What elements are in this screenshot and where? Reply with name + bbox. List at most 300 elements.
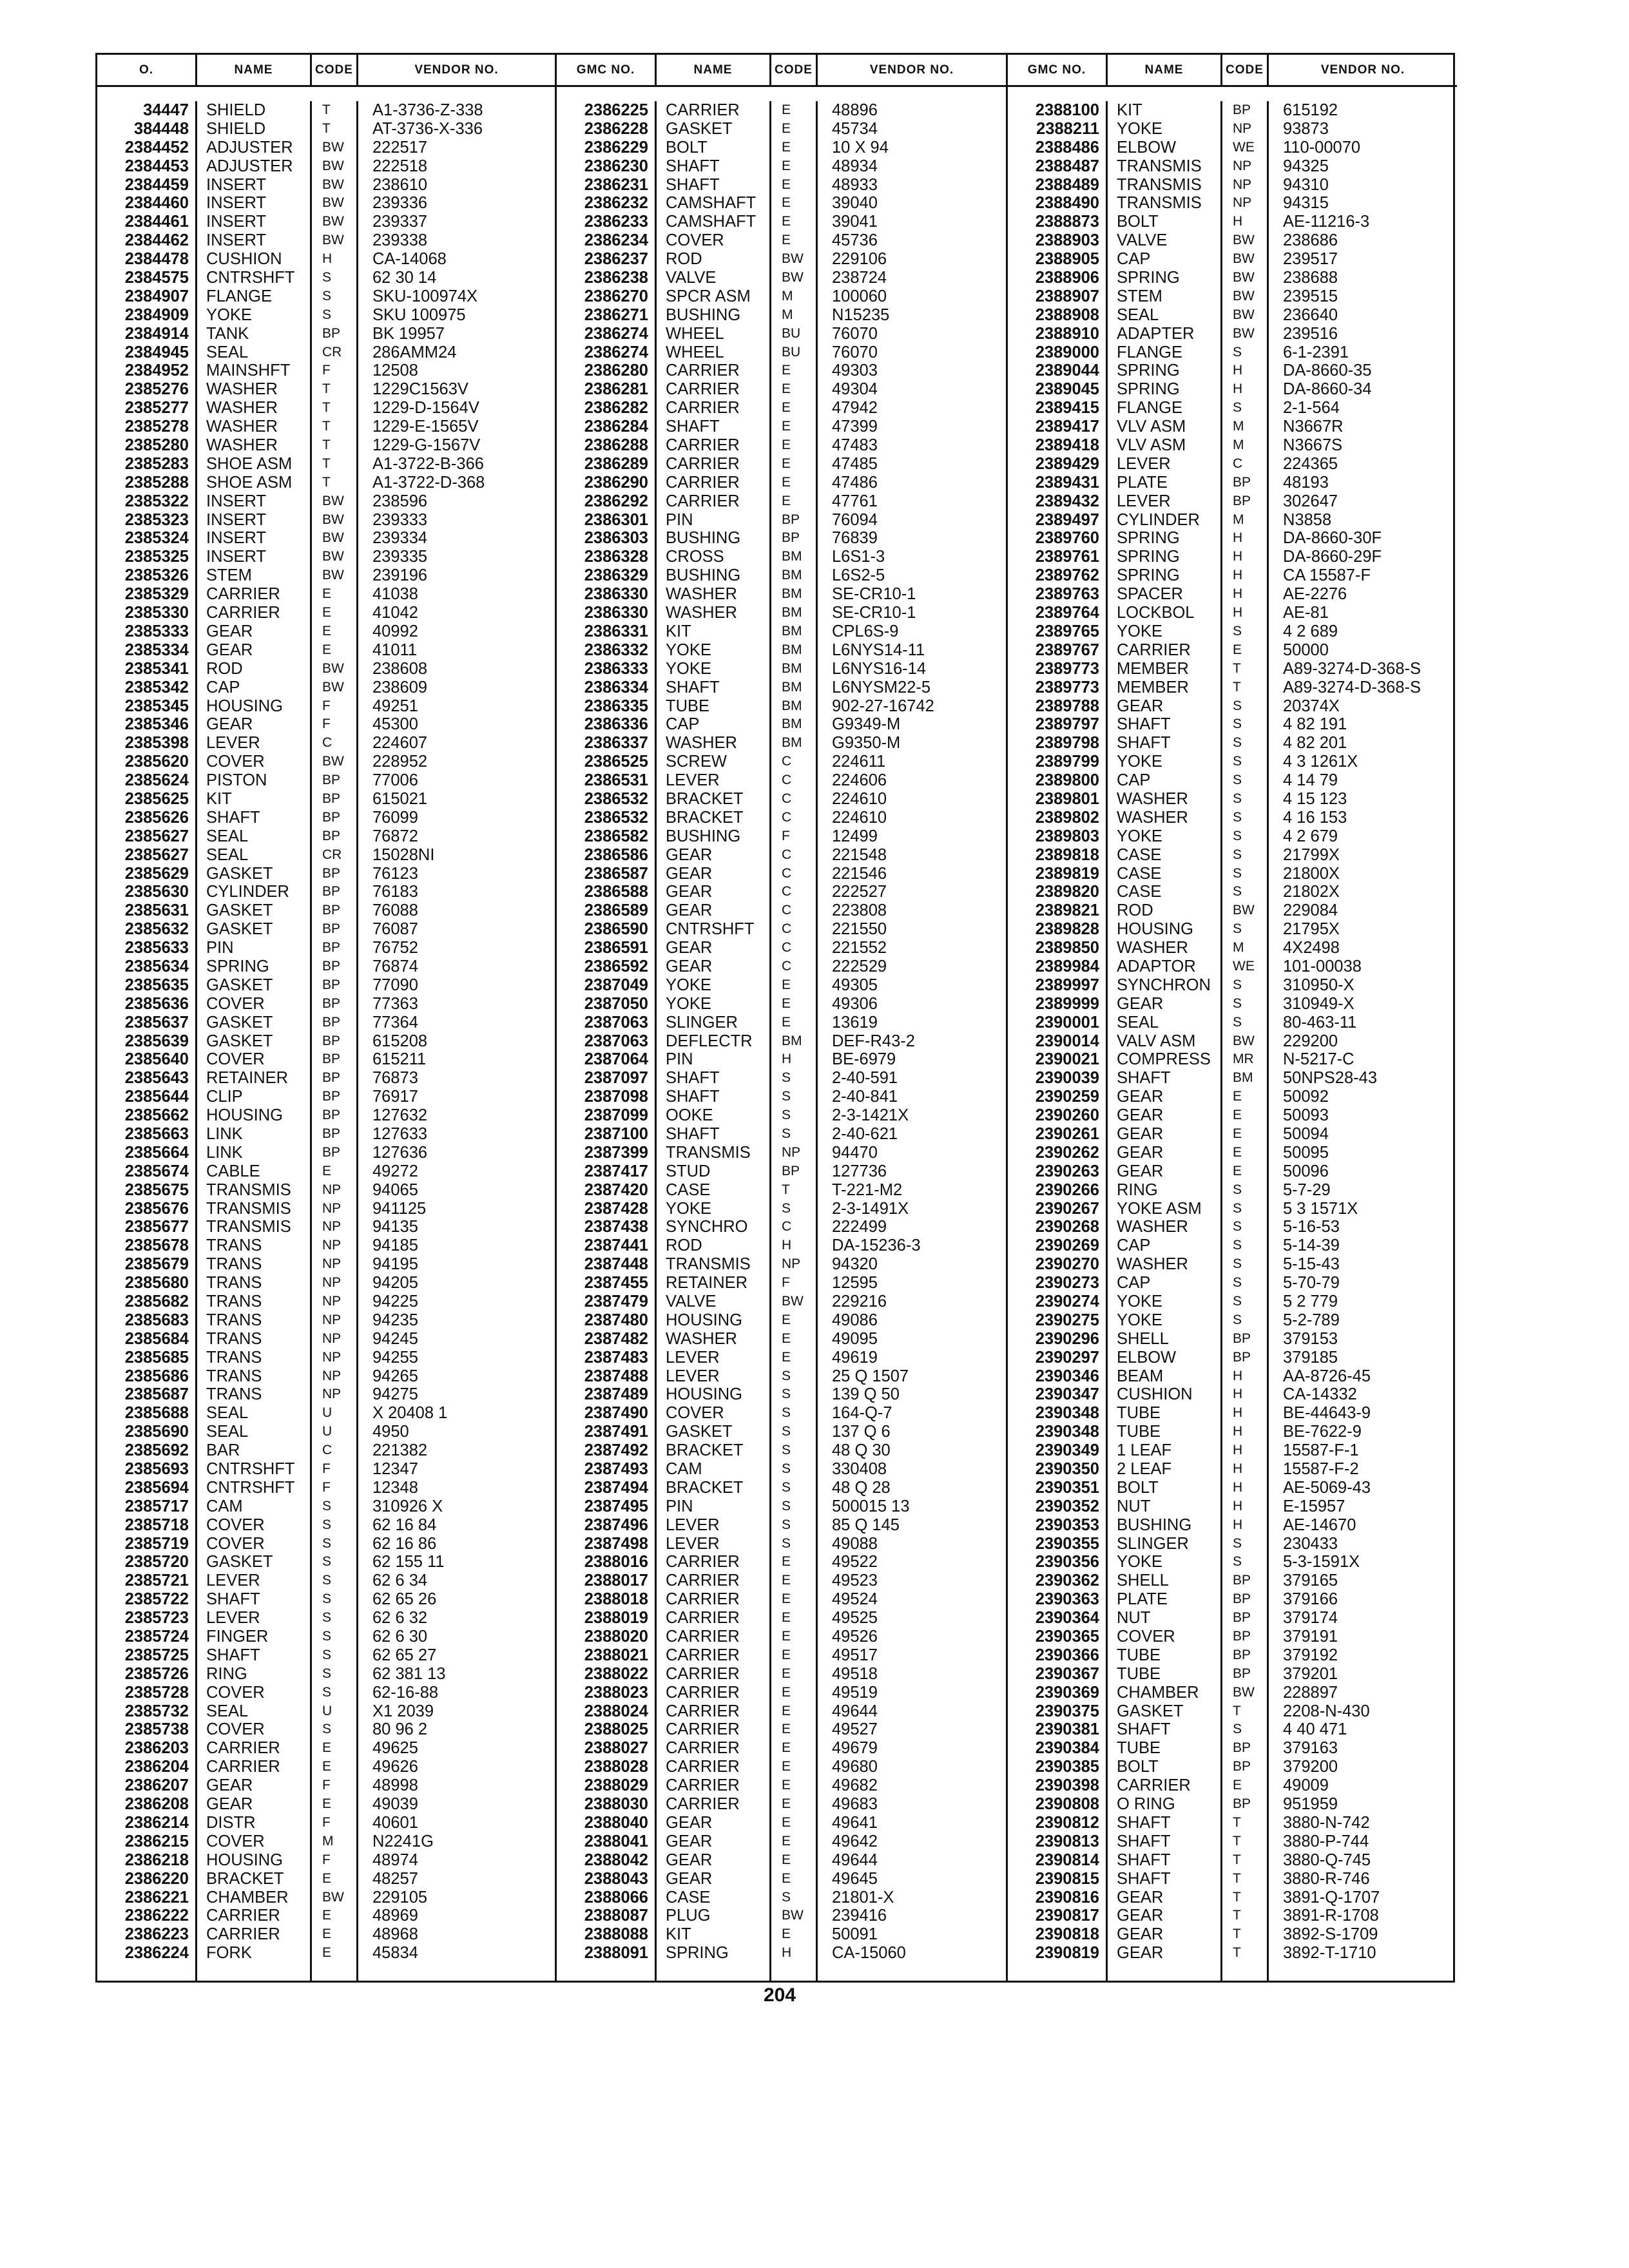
gmc-number: 2390812: [1035, 1813, 1099, 1832]
gmc-number: 2385333: [124, 622, 189, 640]
vendor-code: S: [1233, 1275, 1242, 1291]
part-name: MAINSHFT: [206, 361, 291, 380]
part-name: TRANS: [206, 1236, 262, 1255]
vendor-number: 951959: [1283, 1795, 1338, 1814]
part-name: SHAFT: [206, 808, 260, 827]
vendor-number: CPL6S-9: [832, 622, 899, 640]
vendor-code: E: [782, 1852, 791, 1867]
vendor-code: H: [1233, 1405, 1243, 1421]
vendor-number: SKU 100975: [372, 305, 466, 324]
vendor-number: 80-463-11: [1283, 1013, 1357, 1032]
gmc-number: 2390262: [1035, 1143, 1099, 1162]
vendor-code: BM: [782, 623, 802, 639]
vendor-number: L6NYS14-11: [832, 640, 925, 659]
part-name: LINK: [206, 1124, 243, 1143]
vendor-code: T: [1233, 660, 1241, 676]
part-name: SHIELD: [206, 119, 266, 138]
gmc-number: 2387496: [584, 1515, 648, 1534]
vendor-code: E: [782, 177, 791, 192]
vendor-code: NP: [322, 1331, 342, 1346]
vendor-number: 49088: [832, 1534, 878, 1553]
vendor-code: WE: [1233, 958, 1255, 974]
part-name: YOKE: [666, 975, 711, 994]
vendor-number: 5-3-1591X: [1283, 1553, 1360, 1571]
vendor-code: S: [322, 1684, 332, 1700]
part-name: CAM: [206, 1497, 243, 1515]
gmc-number: 2387488: [584, 1367, 648, 1385]
vendor-code: E: [322, 1927, 332, 1942]
vendor-code: BM: [782, 568, 802, 583]
vendor-number: 76087: [372, 920, 418, 939]
vendor-number: 4 82 201: [1283, 734, 1347, 753]
vendor-number: 48998: [372, 1776, 418, 1795]
gmc-number: 2385676: [124, 1199, 189, 1218]
vendor-code: BW: [322, 679, 344, 695]
vendor-code: BW: [782, 1294, 804, 1309]
part-name: WASHER: [206, 380, 278, 399]
gmc-number: 2386223: [124, 1925, 189, 1944]
vendor-number: 94185: [372, 1236, 418, 1255]
part-name: CARRIER: [206, 1739, 280, 1758]
vendor-number: 49626: [372, 1758, 418, 1776]
vendor-number: 50096: [1283, 1162, 1329, 1180]
vendor-number: 77363: [372, 994, 418, 1013]
vendor-code: BM: [1233, 1070, 1253, 1086]
gmc-number: 2386332: [584, 640, 648, 659]
vendor-code: H: [1233, 1368, 1243, 1383]
part-name: MEMBER: [1117, 659, 1189, 678]
vendor-code: BP: [1233, 1647, 1251, 1662]
vendor-number: 48974: [372, 1850, 418, 1869]
vendor-number: 40992: [372, 622, 418, 640]
part-name: HOUSING: [666, 1311, 743, 1329]
vendor-number: 49680: [832, 1758, 878, 1776]
gmc-number: 2385678: [124, 1236, 189, 1255]
vendor-number: N3667S: [1283, 436, 1343, 455]
vendor-code: H: [1233, 214, 1243, 229]
part-name: SHAFT: [1117, 1813, 1171, 1832]
gmc-number: 2390269: [1035, 1236, 1099, 1255]
part-name: 2 LEAF: [1117, 1460, 1172, 1479]
vendor-code: BP: [322, 1144, 341, 1160]
vendor-number: 615208: [372, 1032, 428, 1050]
gmc-number: 2385692: [124, 1441, 189, 1460]
part-name: BRACKET: [666, 808, 744, 827]
vendor-number: 49679: [832, 1739, 878, 1758]
vendor-code: BM: [782, 642, 802, 657]
vendor-code: BW: [782, 1908, 804, 1923]
vendor-number: 62 30 14: [372, 269, 437, 287]
gmc-number: 2385322: [124, 492, 189, 510]
table-body: [97, 87, 555, 1981]
vendor-code: F: [322, 1479, 331, 1495]
vendor-number: 310950-X: [1283, 975, 1354, 994]
vendor-number: 3880-Q-745: [1283, 1850, 1371, 1869]
vendor-code: H: [782, 1238, 792, 1253]
vendor-code: S: [322, 1498, 332, 1514]
part-name: HOUSING: [1117, 920, 1194, 939]
part-name: SHAFT: [666, 1069, 720, 1088]
part-name: SLINGER: [666, 1013, 738, 1032]
vendor-code: E: [782, 1312, 791, 1327]
vendor-number: A1-3736-Z-338: [372, 101, 483, 119]
vendor-code: NP: [782, 1144, 801, 1160]
vendor-code: E: [782, 1684, 791, 1700]
part-name: PLATE: [1117, 1590, 1168, 1609]
part-name: GASKET: [206, 864, 273, 883]
part-name: GEAR: [1117, 1162, 1164, 1180]
vendor-code: F: [322, 1814, 331, 1830]
part-name: MEMBER: [1117, 678, 1189, 697]
gmc-number: 2385629: [124, 864, 189, 883]
part-name: GASKET: [206, 1013, 273, 1032]
vendor-code: BW: [322, 177, 344, 192]
vendor-code: NP: [322, 1294, 342, 1309]
gmc-number: 2385686: [124, 1367, 189, 1385]
vendor-number: 615211: [372, 1050, 427, 1069]
vendor-number: 221550: [832, 920, 887, 939]
gmc-number: 2389762: [1035, 566, 1099, 585]
part-name: LEVER: [206, 1609, 260, 1628]
vendor-number: 62 381 13: [372, 1664, 446, 1683]
part-name: CASE: [1117, 845, 1162, 864]
vendor-code: BW: [1233, 233, 1255, 248]
vendor-number: 94255: [372, 1348, 418, 1367]
part-name: SEAL: [206, 343, 249, 361]
vendor-code: E: [782, 1870, 791, 1886]
gmc-number: 2390296: [1035, 1329, 1099, 1348]
part-name: PIN: [666, 510, 693, 529]
part-name: SHOE ASM: [206, 473, 293, 492]
vendor-code: E: [782, 474, 791, 490]
vendor-code: C: [782, 865, 792, 881]
part-name: SHAFT: [206, 1646, 260, 1664]
gmc-number: 2385694: [124, 1478, 189, 1497]
vendor-number: 224365: [1283, 454, 1338, 473]
vendor-number: 41011: [372, 640, 418, 659]
part-name: GEAR: [1117, 1925, 1164, 1944]
gmc-number: 2385635: [124, 975, 189, 994]
vendor-code: S: [1233, 921, 1242, 937]
part-name: CUSHION: [1117, 1385, 1193, 1404]
vendor-number: 76094: [832, 510, 878, 529]
vendor-code: S: [322, 1666, 332, 1681]
vendor-code: T: [322, 381, 331, 397]
vendor-number: 50NPS28-43: [1283, 1069, 1378, 1088]
vendor-code: E: [782, 139, 791, 155]
gmc-number: 2390348: [1035, 1404, 1099, 1423]
gmc-number: 2389800: [1035, 771, 1099, 790]
gmc-number: 2388088: [584, 1925, 648, 1944]
vendor-code: BW: [1233, 1684, 1255, 1700]
vendor-number: 93873: [1283, 119, 1329, 138]
vendor-code: BW: [1233, 288, 1255, 303]
part-name: GEAR: [666, 864, 713, 883]
gmc-number: 2389798: [1035, 734, 1099, 753]
gmc-number: 2385329: [124, 585, 189, 604]
part-name: SHELL: [1117, 1329, 1169, 1348]
vendor-code: T: [322, 400, 331, 416]
vendor-code: NP: [322, 1349, 342, 1365]
vendor-number: X 20408 1: [372, 1404, 448, 1423]
vendor-code: BW: [322, 493, 344, 508]
gmc-number: 2388024: [584, 1702, 648, 1720]
vendor-code: BW: [322, 233, 344, 248]
vendor-number: 49523: [832, 1571, 878, 1590]
vendor-number: 239517: [1283, 250, 1338, 269]
part-name: TUBE: [1117, 1739, 1161, 1758]
vendor-number: 21800X: [1283, 864, 1340, 883]
gmc-number: 2386218: [124, 1850, 189, 1869]
part-name: TRANSMIS: [1117, 194, 1202, 213]
part-name: OOKE: [666, 1106, 713, 1125]
vendor-number: 40601: [372, 1813, 418, 1832]
vendor-code: BU: [782, 344, 801, 360]
gmc-number: 2386220: [124, 1869, 189, 1888]
vendor-code: NP: [322, 1219, 342, 1235]
vendor-code: E: [322, 1908, 332, 1923]
vendor-number: 3880-P-744: [1283, 1832, 1369, 1850]
part-name: FORK: [206, 1944, 252, 1963]
vendor-code: F: [322, 698, 331, 713]
gmc-number: 2388490: [1035, 194, 1099, 213]
part-name: GASKET: [1117, 1702, 1184, 1720]
part-name: SPRING: [1117, 548, 1180, 566]
vendor-number: 49272: [372, 1162, 418, 1180]
vendor-number: T-221-M2: [832, 1180, 903, 1199]
vendor-code: S: [322, 1535, 332, 1551]
part-name: CAP: [1117, 1236, 1151, 1255]
part-name: COVER: [666, 231, 724, 250]
part-name: CARRIER: [666, 1758, 740, 1776]
part-name: GASKET: [206, 920, 273, 939]
part-name: GEAR: [1117, 1907, 1164, 1925]
vendor-number: 5-7-29: [1283, 1180, 1331, 1199]
vendor-code: E: [782, 456, 791, 471]
vendor-code: E: [782, 1014, 791, 1030]
part-name: CROSS: [666, 548, 724, 566]
part-name: GEAR: [666, 845, 713, 864]
gmc-no-header: GMC NO.: [576, 62, 635, 77]
part-name: WASHER: [666, 734, 737, 753]
gmc-number: 2384453: [124, 157, 189, 175]
vendor-code: S: [322, 1554, 332, 1570]
gmc-number: 2386282: [584, 399, 648, 418]
vendor-code: BP: [1233, 1759, 1251, 1774]
vendor-code: BW: [1233, 1033, 1255, 1048]
gmc-number: 2390268: [1035, 1218, 1099, 1236]
vendor-number: 379166: [1283, 1590, 1338, 1609]
part-name: SHAFT: [1117, 1832, 1171, 1850]
gmc-number: 2388910: [1035, 324, 1099, 343]
part-name: ADJUSTER: [206, 138, 293, 157]
vendor-number: 49522: [832, 1553, 878, 1571]
vendor-code: BP: [322, 995, 341, 1011]
part-name: CARRIER: [666, 1571, 740, 1590]
vendor-code: E: [1233, 1126, 1242, 1141]
part-name: CAM: [666, 1460, 702, 1479]
gmc-number: 2386532: [584, 789, 648, 808]
vendor-number: 62 155 11: [372, 1553, 445, 1571]
vendor-code: NP: [322, 1312, 342, 1327]
vendor-number: 62 65 26: [372, 1590, 437, 1609]
gmc-number: 2390270: [1035, 1255, 1099, 1274]
vendor-number: 76752: [372, 939, 418, 957]
table-header-row: [557, 55, 1006, 87]
part-name: GASKET: [206, 975, 273, 994]
vendor-code: NP: [1233, 158, 1252, 173]
gmc-number: 2384907: [124, 287, 189, 305]
vendor-number: 49644: [832, 1850, 878, 1869]
vendor-number: 12595: [832, 1274, 878, 1293]
gmc-number: 2389828: [1035, 920, 1099, 939]
vendor-number: 1229-E-1565V: [372, 418, 479, 436]
gmc-number: 2385341: [124, 659, 189, 678]
table-block: [97, 55, 555, 1981]
part-name: GEAR: [206, 640, 253, 659]
part-name: SLINGER: [1117, 1534, 1189, 1553]
gmc-number: 2386334: [584, 678, 648, 697]
gmc-no-header: GMC NO.: [1027, 62, 1086, 77]
vendor-code: E: [1233, 1144, 1242, 1160]
gmc-number: 2389415: [1035, 399, 1099, 418]
vendor-number: 5 2 779: [1283, 1293, 1338, 1311]
vendor-number: 76917: [372, 1088, 418, 1106]
part-name: SHAFT: [1117, 734, 1171, 753]
part-name: BOLT: [1117, 213, 1159, 231]
gmc-number: 2388022: [584, 1664, 648, 1683]
vendor-code: BW: [322, 530, 344, 546]
part-name: INSERT: [206, 231, 267, 250]
vendor-number: 100060: [832, 287, 887, 305]
part-name: BUSHING: [666, 827, 741, 845]
col-code-column: [1220, 101, 1267, 1981]
vendor-code: H: [1233, 549, 1243, 564]
vendor-number: 94195: [372, 1255, 418, 1274]
part-name: CUSHION: [206, 250, 282, 269]
gmc-number: 2386290: [584, 473, 648, 492]
vendor-code: E: [782, 400, 791, 416]
vendor-code: BP: [322, 884, 341, 899]
part-name: WASHER: [1117, 1255, 1188, 1274]
vendor-code: BW: [322, 139, 344, 155]
vendor-code: BW: [322, 568, 344, 583]
part-name: GEAR: [666, 883, 713, 901]
vendor-code: E: [322, 1759, 332, 1774]
part-name: YOKE: [666, 994, 711, 1013]
gmc-number: 2384459: [124, 175, 189, 194]
vendor-code: E: [782, 1759, 791, 1774]
part-name: COMPRESS: [1117, 1050, 1211, 1069]
gmc-number: 2388017: [584, 1571, 648, 1590]
vendor-number: 941125: [372, 1199, 427, 1218]
vendor-number: 45834: [372, 1944, 418, 1963]
vendor-code: E: [782, 1647, 791, 1662]
part-name: CAMSHAFT: [666, 194, 757, 213]
part-name: YOKE: [666, 659, 711, 678]
gmc-number: 2386270: [584, 287, 648, 305]
vendor-code: S: [1233, 1200, 1242, 1216]
part-name: LEVER: [666, 1348, 720, 1367]
part-name: GEAR: [666, 901, 713, 920]
gmc-number: 2387480: [584, 1311, 648, 1329]
part-name: BOLT: [666, 138, 708, 157]
vendor-code: E: [322, 1945, 332, 1961]
vendor-code: BM: [782, 698, 802, 713]
vendor-no-header: VENDOR NO.: [356, 55, 555, 85]
part-name: CASE: [666, 1888, 711, 1907]
part-name: FLANGE: [1117, 343, 1183, 361]
vendor-code: E: [322, 1163, 332, 1178]
vendor-code: S: [1233, 791, 1242, 806]
part-name: ELBOW: [1117, 1348, 1177, 1367]
part-name: GEAR: [666, 1850, 713, 1869]
gmc-number: 2390349: [1035, 1441, 1099, 1460]
col-name-column: [655, 101, 769, 1981]
gmc-number: 2385278: [124, 418, 189, 436]
gmc-number: 2389417: [1035, 418, 1099, 436]
gmc-number: 2388023: [584, 1683, 648, 1702]
part-name: CARRIER: [1117, 640, 1191, 659]
part-name: CAP: [206, 678, 240, 697]
gmc-number: 2385677: [124, 1218, 189, 1236]
gmc-number: 2390375: [1035, 1702, 1099, 1720]
vendor-number: 139 Q 50: [832, 1385, 900, 1404]
vendor-number: 49625: [372, 1739, 418, 1758]
vendor-code: E: [782, 1666, 791, 1681]
vendor-number: 239334: [372, 529, 428, 548]
gmc-number: 2390274: [1035, 1293, 1099, 1311]
gmc-number: 2385636: [124, 994, 189, 1013]
vendor-code: BP: [1233, 1796, 1251, 1812]
part-name: LOCKBOL: [1117, 604, 1195, 622]
vendor-number: 94325: [1283, 157, 1329, 175]
part-name: CARRIER: [666, 473, 740, 492]
vendor-number: G9349-M: [832, 715, 901, 734]
vendor-code: H: [1233, 1387, 1243, 1402]
vendor-code: BP: [322, 809, 341, 825]
gmc-number: 2387099: [584, 1106, 648, 1125]
part-name: TRANSMIS: [206, 1180, 291, 1199]
part-name: TRANSMIS: [206, 1199, 291, 1218]
gmc-number: 2385693: [124, 1460, 189, 1479]
part-name: CARRIER: [666, 1553, 740, 1571]
gmc-number: 2387050: [584, 994, 648, 1013]
gmc-number: 2385663: [124, 1124, 189, 1143]
part-name: SHAFT: [1117, 1850, 1171, 1869]
part-name: LEVER: [666, 1367, 720, 1385]
part-name: CAMSHAFT: [666, 213, 757, 231]
part-name: COVER: [206, 753, 265, 771]
part-name: COVER: [666, 1404, 724, 1423]
gmc-number: 2385620: [124, 753, 189, 771]
vendor-number: 94470: [832, 1143, 878, 1162]
part-name: NUT: [1117, 1497, 1151, 1515]
vendor-number: 228897: [1283, 1683, 1338, 1702]
vendor-code: NP: [1233, 120, 1252, 136]
gmc-number: 2385288: [124, 473, 189, 492]
vendor-number: 94135: [372, 1218, 418, 1236]
part-name: HOUSING: [206, 1106, 284, 1125]
part-name: GEAR: [666, 1832, 713, 1850]
part-name: SPRING: [1117, 361, 1180, 380]
vendor-code: H: [782, 1052, 792, 1067]
part-name: CARRIER: [666, 101, 740, 119]
vendor-number: 330408: [832, 1460, 887, 1479]
vendor-code: S: [782, 1387, 791, 1402]
vendor-number: 62 16 86: [372, 1534, 437, 1553]
part-name: GEAR: [1117, 1944, 1164, 1963]
